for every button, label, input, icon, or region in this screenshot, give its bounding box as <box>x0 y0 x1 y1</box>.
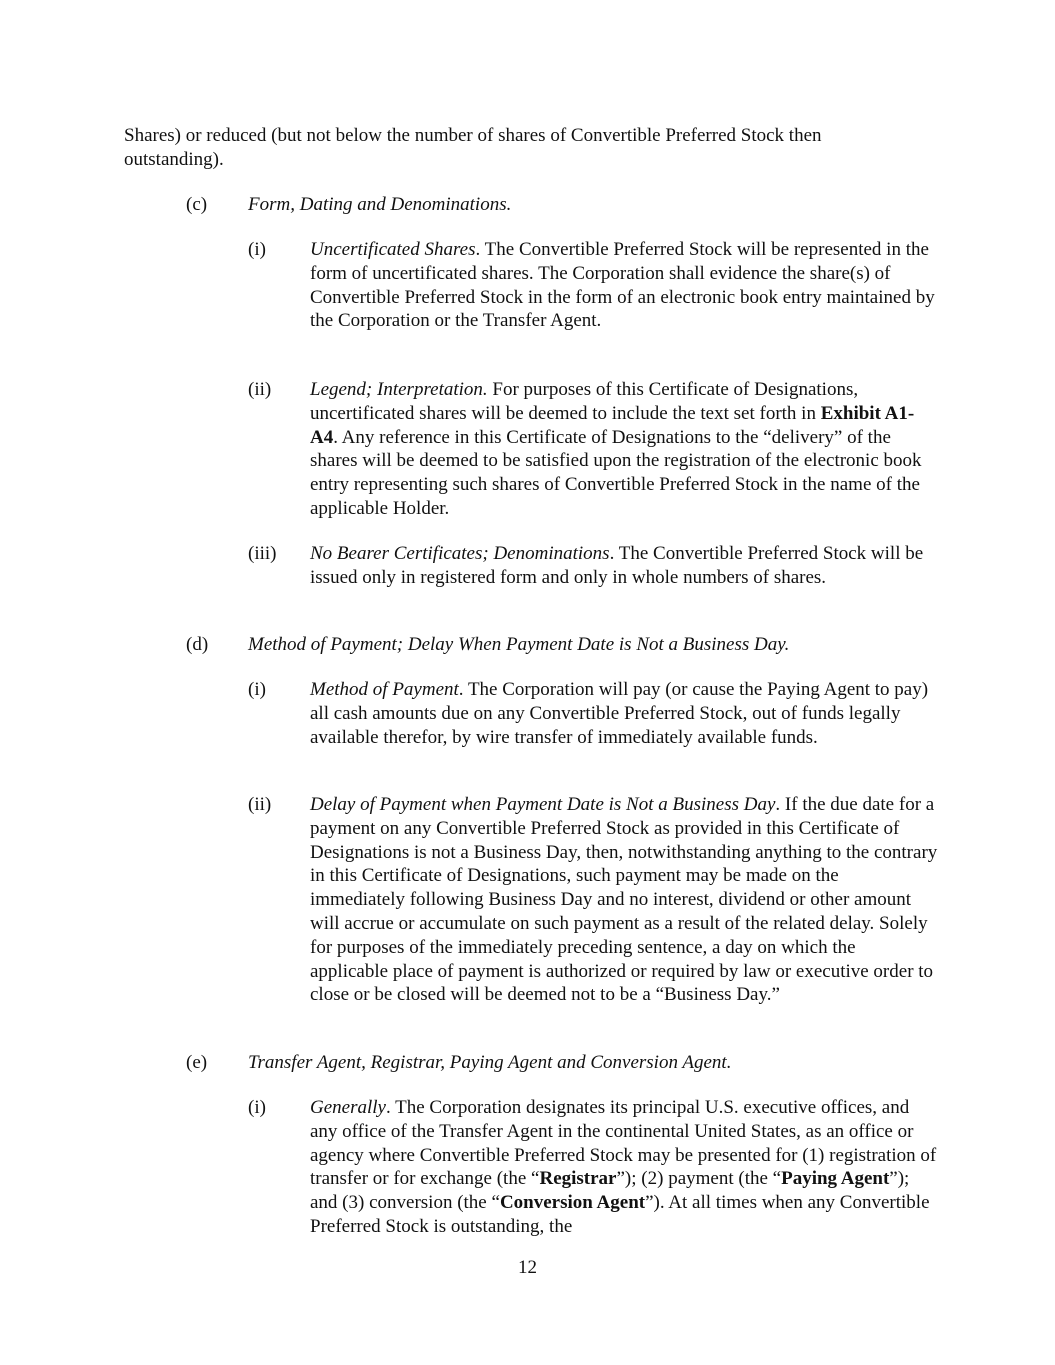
section-c-heading: Form, Dating and Denominations. <box>248 194 512 215</box>
section-d-heading-text: Method of Payment; Delay When Payment Date is Not a Business Day <box>248 634 785 655</box>
item-c-i-number: (i) <box>248 239 266 260</box>
item-e-i-registrar: Registrar <box>539 1168 617 1190</box>
item-c-ii-label: Legend; Interpretation. <box>310 379 488 400</box>
item-e-i-text-a: . The Corporation designates its principal U.S. executive offices, and any office of the Transfer Agent in the continental United States, as an office or agency where Convertible Preferred Stock may be presented for (1) registration of transfer or for exchange (the “ <box>310 1097 937 1190</box>
section-e-heading-text: Transfer Agent, Registrar, Paying Agent and Conversion Agent <box>248 1052 727 1073</box>
item-c-iii-number: (iii) <box>248 543 277 564</box>
item-e-i-paying-agent: Paying Agent <box>781 1168 890 1190</box>
item-c-ii-text-a: For purposes of this Certificate of Designations, uncertificated shares will be deemed to include the text set forth in <box>310 379 859 424</box>
section-e-heading: Transfer Agent, Registrar, Paying Agent and Conversion Agent. <box>248 1052 732 1073</box>
item-e-i-text-c: ”); and (3) conversion (the “ <box>310 1168 910 1214</box>
item-e-i-label: Generally <box>310 1097 386 1118</box>
item-e-i-body <box>310 1096 938 1239</box>
item-e-i-conversion-agent: Conversion Agent <box>499 1192 646 1214</box>
section-d-number: (d) <box>186 634 209 655</box>
item-c-i-text: . The Convertible Preferred Stock will be represented in the form of uncertificated shares. The Corporation shall evidence the share(s) of Convertible Preferred Stock in the form of an electronic book entry maintained by the Corporation or the Transfer Agent. <box>310 239 935 332</box>
item-d-i-text: . The Corporation will pay (or cause the Paying Agent to pay) all cash amounts due on any Convertible Preferred Stock, out of funds legally available therefor, by wire transfer of immediately available funds. <box>310 679 929 748</box>
section-c-heading-text: Form, Dating and Denominations <box>248 194 507 215</box>
section-e-number: (e) <box>186 1052 208 1073</box>
item-c-ii-number: (ii) <box>248 379 272 400</box>
item-c-iii-text: . The Convertible Preferred Stock will be issued only in registered form and only in whole numbers of shares. <box>310 543 924 588</box>
item-c-ii-exhibit: Exhibit A1-A4 <box>310 402 915 448</box>
item-e-i-number: (i) <box>248 1097 266 1118</box>
item-c-i-label: Uncertificated Shares <box>310 239 476 260</box>
item-c-iii-label: No Bearer Certificates; Denominations <box>310 543 610 564</box>
item-d-ii-text: . If the due date for a payment on any Convertible Preferred Stock as provided in this Certificate of Designations is not a Business Day, then, notwithstanding anything to the contrary in this Certificate of Designations, such payment may be made on the immediately following Business Day and no interest, dividend or other amount will accrue or accumulate on such payment as a result of the related delay. Solely for purposes of the immediately preceding sentence, a day on which the applicable place of payment is authorized or required by law or executive order to close or be closed will be deemed not to be a “Business Day.” <box>310 794 938 1006</box>
item-d-ii-body <box>310 793 938 1007</box>
item-c-ii-text-b: . Any reference in this Certificate of Designations to the “delivery” of the shares will be deemed to be satisfied upon the registration of the electronic book entry representing such shares of Convertible Preferred Stock in the name of the applicable Holder. <box>310 426 922 519</box>
section-c-number: (c) <box>186 194 208 215</box>
page-number: 12 <box>518 1257 537 1278</box>
item-d-i-body <box>310 678 938 749</box>
item-c-ii-body <box>310 378 938 521</box>
item-d-i-number: (i) <box>248 679 266 700</box>
intro-paragraph: Shares) or reduced (but not below the number of shares of Convertible Preferred Stock then outstanding). <box>124 125 822 170</box>
item-c-i-body <box>310 238 938 333</box>
section-d-heading: Method of Payment; Delay When Payment Date is Not a Business Day. <box>248 634 790 655</box>
item-d-ii-number: (ii) <box>248 794 272 815</box>
item-d-i-label: Method of Payment <box>310 679 459 700</box>
item-d-ii-label: Delay of Payment when Payment Date is Not a Business Day <box>310 794 776 815</box>
item-e-i-text-b: ”); (2) payment (the “ <box>616 1168 782 1190</box>
item-c-iii-body <box>310 542 938 590</box>
item-e-i-text-d: ”). At all times when any Convertible Preferred Stock is outstanding, the <box>310 1192 930 1237</box>
